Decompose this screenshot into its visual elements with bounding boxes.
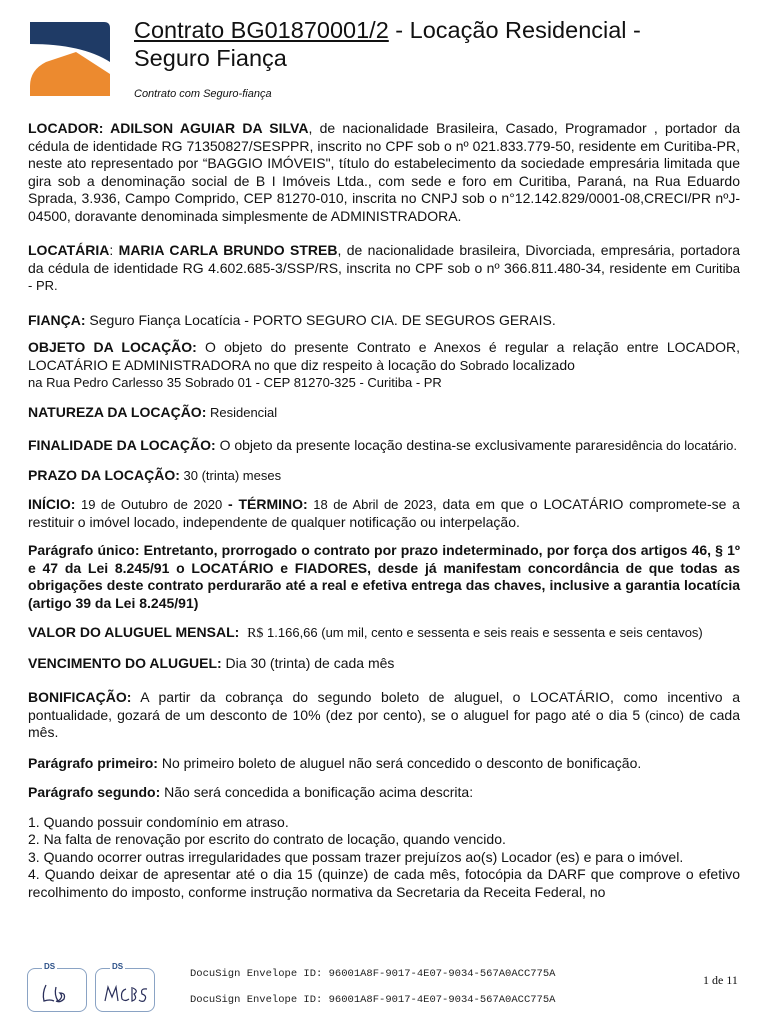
locataria-text: , de nacionalidade brasileira, Divorciada, empresária, portadora da cédula de identidade RG 4.602.685-3/SSP/RS, inscrita no CPF sob o nº 366.811.480-34, residente em [28,242,740,276]
objeto-label: OBJETO DA LOCAÇÃO: [28,339,197,355]
vencimento-value: Dia 30 (trinta) de cada mês [221,654,395,671]
paragrafo-segundo-text: Não será concedida a bonificação acima descrita: [160,784,474,800]
docusign-envelope-id: DocuSign Envelope ID: 96001A8F-9017-4E07-9034-567A0ACC775A [190,968,556,980]
objeto-text-2: localizado [508,356,575,373]
locador-name: ADILSON AGUIAR DA SILVA [110,120,309,136]
paragrafo-primeiro-label: Parágrafo primeiro: [28,754,158,771]
valor-amount: 1.166,66 [263,625,318,640]
list-item: 3. Quando ocorrer outras irregularidades que possam trazer prejuízos ao(s) Locador (es) e para o imóvel. [28,848,684,865]
fianca-label: FIANÇA: [28,311,86,328]
locataria-paragraph: LOCATÁRIA: MARIA CARLA BRUNDO STREB, de nacionalidade brasileira, Divorciada, empresária, portadora da cédula de identidade RG 4.602.685-3/SSP/RS, inscrita no CPF sob o nº 366.811.480-34, residente em Curitiba - PR. [28,242,740,293]
inicio-separator: - [222,496,239,512]
finalidade-text: O objeto da presente locação destina-se exclusivamente para [215,437,604,453]
bonificacao-text: A partir da cobrança do segundo boleto de aluguel, o LOCATÁRIO, como incentivo a pontualidade, gozará de um desconto de 10% (dez por cento), se o aluguel for pago até o dia 5 [28,689,740,723]
page-footer [0,960,768,1024]
vencimento-paragraph [28,655,740,673]
objeto-address: na Rua Pedro Carlesso 35 Sobrado 01 - CEP 81270-325 - Curitiba - PR [28,375,442,390]
title-rest: - Locação Residencial - [388,17,641,43]
bonificacao-text-2: de cada mês. [28,706,740,740]
fianca-paragraph [28,312,740,330]
inicio-text: , data em que o LOCATÁRIO compromete-se a restituir o imóvel locado, independente de qualquer notificação ou interpelação. [28,496,740,530]
natureza-paragraph [28,404,740,422]
locataria-label: LOCATÁRIA [28,242,110,258]
valor-extenso: (um mil, cento e sessenta e seis reais e sessenta e seis centavos) [317,625,703,640]
contract-number: Contrato BG01870001/2 [134,17,389,43]
fianca-text: Seguro Fiança Locatícia - PORTO SEGURO CIA. DE SEGUROS GERAIS. [85,311,556,328]
title-line-2: Seguro Fiança [134,45,287,71]
bonificacao-paragraph [28,689,740,742]
valor-currency: R$ [247,626,264,641]
prazo-paragraph [28,467,740,485]
signature-stamp-locador [95,962,155,1012]
locador-paragraph: LOCADOR: ADILSON AGUIAR DA SILVA, de nacionalidade Brasileira, Casado, Programador , portador da cédula de identidade RG 71350827/SESPPR, inscrito no CPF sob o nº 021.833.779-50, residente em Curitiba-PR, neste ato representado por “BAGGIO IMÓVEIS", título do estabelecimento da sociedade empresária limitada que gira sob a denominação social de B I Imóveis Ltda., com sede e foro em Curitiba, Paraná, na Rua Eduardo Sprada, 3.936, Campo Comprido, CEP 81270-010, inscrita no CNPJ sob o n°12.142.829/0001-08,CRECI/PR nºJ-04500, doravante denominada simplesmente de ADMINISTRADORA. [28,120,740,224]
docusign-envelope-id: DocuSign Envelope ID: 96001A8F-9017-4E07-9034-567A0ACC775A [190,994,556,1006]
docusign-badge: DS [44,962,56,971]
subtitle: Contrato com Seguro-fiança [134,88,272,100]
docusign-badge: DS [112,962,124,971]
list-item: 4. Quando deixar de apresentar até o dia 15 (quinze) de cada mês, fotocópia da DARF que comprove o efetivo recolhimento do imposto, conforme instrução normativa da Secretaria da Receita Federal, no [28,866,740,900]
paragrafo-segundo-label: Parágrafo segundo: [28,784,161,800]
signature-initials-lb [34,979,80,1007]
inicio-date: 19 de Outubro de 2020 [75,497,223,512]
inicio-paragraph [28,496,740,531]
signature-initials-mcbs [102,979,152,1007]
finalidade-label: FINALIDADE DA LOCAÇÃO: [28,437,216,453]
objeto-text: O objeto do presente Contrato e Anexos é regular a relação entre LOCADOR, LOCATÁRIO E ADMINISTRADORA no que diz respeito à locação do [28,339,740,373]
inicio-label: INÍCIO: [28,496,76,512]
finalidade-paragraph [28,437,740,455]
bonificacao-label: BONIFICAÇÃO: [28,689,132,705]
valor-label: VALOR DO ALUGUEL MENSAL: [28,624,240,640]
paragrafo-segundo [28,784,740,802]
natureza-value: Residencial [206,404,278,420]
vencimento-label: VENCIMENTO DO ALUGUEL: [28,654,222,671]
finalidade-value: residência do locatário. [603,438,737,453]
termino-label: TÉRMINO: [238,496,308,512]
objeto-tipo: Sobrado [459,357,509,373]
page-title [134,16,744,72]
signature-stamp-locataria [27,962,87,1012]
company-logo [30,22,110,96]
paragrafo-primeiro [28,755,740,773]
natureza-label: NATUREZA DA LOCAÇÃO: [28,403,207,420]
valor-paragraph [28,624,740,643]
termino-date: 18 de Abril de 2023 [307,497,433,512]
contract-body [28,120,740,901]
prazo-label: PRAZO DA LOCAÇÃO: [28,466,180,483]
bonificacao-dia: (cinco) [640,707,684,723]
page-number: 1 de 11 [703,973,738,987]
locador-label: LOCADOR [28,120,99,136]
locataria-name: MARIA CARLA BRUNDO STREB [118,242,338,258]
objeto-paragraph [28,339,740,392]
locador-text: , de nacionalidade Brasileira, Casado, Programador , portador da cédula de identidade RG 71350827/SESPPR, inscrito no CPF sob o nº 021.833.779-50, residente em Curitiba-PR, neste ato representado por “BAGGIO IMÓVEIS", título do estabelecimento da sociedade empresária limitada que gira sob a denominação social de B I Imóveis Ltda., com sede e foro em Curitiba, Paraná, na Rua Eduardo Sprada, 3.936, Campo Comprido, CEP 81270-010, inscrita no CNPJ sob o n°12.142.829/0001-08,CRECI/PR nºJ-04500, doravante denominada simplesmente de ADMINISTRADORA. [28,120,740,224]
paragrafo-primeiro-text: No primeiro boleto de aluguel não será concedido o desconto de bonificação. [157,754,642,771]
prazo-value: 30 (trinta) meses [179,467,282,483]
list-item: 1. Quando possuir condomínio em atraso. [28,813,289,830]
paragrafo-unico-text: Parágrafo único: Entretanto, prorrogado o contrato por prazo indeterminado, por força dos artigos 46, § 1º e 47 da Lei 8.245/91 o LOCATÁRIO e FIADORES, desde já manifestam concordância de que todas as obrigações deste contrato perdurarão até a real e efetiva entrega das chaves, inclusive a garantia locatícia (artigo 39 da Lei 8.245/91) [28,542,740,611]
locataria-city: Curitiba - PR. [28,260,740,293]
paragrafo-unico [28,542,740,612]
list-item: 2. Na falta de renovação por escrito do contrato de locação, quando vencido. [28,831,506,847]
